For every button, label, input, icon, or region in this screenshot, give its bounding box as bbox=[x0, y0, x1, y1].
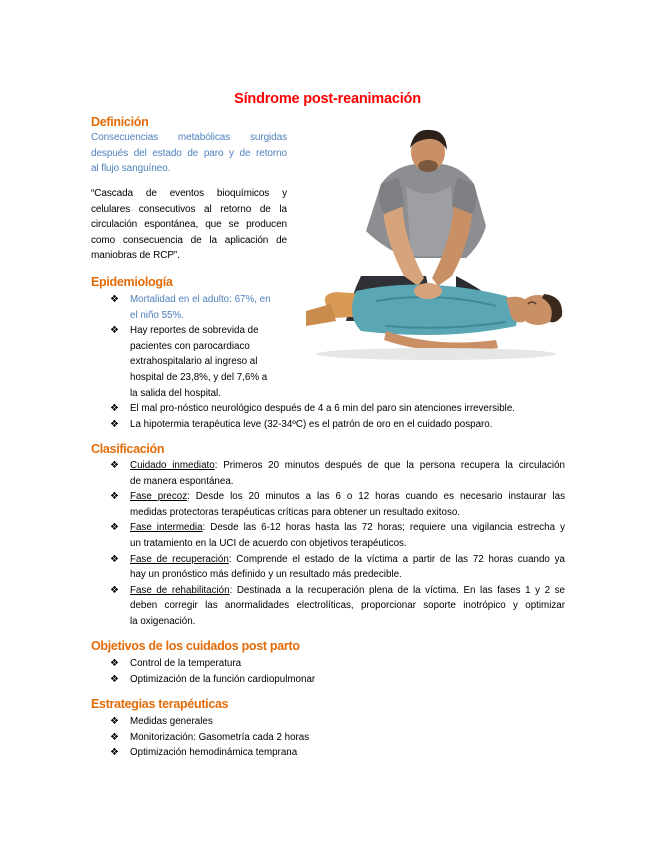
list-item bbox=[110, 489, 565, 520]
item-line: el niño 55%. bbox=[130, 309, 184, 321]
item-line: la oxigenación. bbox=[130, 615, 196, 627]
page-title: Síndrome post-reanimación bbox=[234, 91, 421, 107]
item-line: pacientes con parocardiaco bbox=[130, 340, 250, 352]
item-line: Monitorización: Gasometría cada 2 horas bbox=[130, 731, 310, 743]
bullet-icon: ❖ bbox=[110, 658, 119, 669]
definition-quote bbox=[91, 186, 287, 264]
objetivos-list bbox=[110, 656, 510, 687]
definition-line: después del estado de paro y de retorno bbox=[91, 147, 287, 159]
bullet-icon: ❖ bbox=[110, 325, 119, 337]
item-line: hay un pronóstico más definido y un resultado más predecible. bbox=[130, 569, 402, 581]
term: Fase intermedia bbox=[130, 522, 203, 534]
item-text: : Destinada a la recuperación plena de la víctima. En las fases 1 y 2 se bbox=[229, 584, 565, 596]
item-line: La hipotermia terapéutica leve (32-34ºC) es el patrón de oro en el cuidado posparo. bbox=[130, 418, 493, 430]
item-line: deben corregir las anormalidades electrolíticas, proporcionar soporte inotrópico y optimizar bbox=[130, 600, 565, 612]
list-item bbox=[110, 292, 290, 323]
item-text: : Desde los 20 minutos a las 6 o 12 horas cuando es necesario instaurar las bbox=[187, 491, 565, 503]
heading-clasificacion: Clasificación bbox=[91, 442, 165, 456]
quote-line: como consecuencia de la aplicación de bbox=[91, 234, 287, 246]
item-line: un tratamiento en la UCI de acuerdo con objetivos terapéuticos. bbox=[130, 537, 407, 549]
epidemiologia-list-top bbox=[110, 292, 290, 401]
bullet-icon: ❖ bbox=[110, 747, 119, 759]
term: Fase de recuperación bbox=[130, 553, 229, 565]
item-text: : Desde las 6-12 horas hasta las 72 horas; requiere una vigilancia estrecha y bbox=[202, 522, 565, 534]
item-line: Hay reportes de sobrevida de bbox=[130, 325, 259, 337]
bullet-icon: ❖ bbox=[110, 584, 119, 596]
item-line: medidas protectoras terapéuticas críticas para obtener un resultado exitoso. bbox=[130, 506, 461, 518]
heading-estrategias: Estrategias terapéuticas bbox=[91, 697, 229, 711]
quote-line: celulares consecutivos al retorno de la bbox=[91, 203, 287, 215]
item-line: El mal pro-nóstico neurológico después de 4 a 6 min del paro sin atenciones irreversible. bbox=[130, 403, 516, 414]
definition-text bbox=[91, 130, 287, 177]
item-line: Medidas generales bbox=[130, 716, 213, 727]
bullet-icon: ❖ bbox=[110, 460, 119, 471]
item-line: hospital de 23,8%, y del 7,6% a bbox=[130, 371, 268, 383]
definition-line: Consecuencias metabólicas surgidas bbox=[91, 132, 287, 143]
list-item bbox=[110, 458, 565, 489]
list-item bbox=[110, 745, 510, 761]
bullet-icon: ❖ bbox=[110, 716, 119, 727]
cpr-illustration bbox=[306, 126, 569, 363]
list-item bbox=[110, 730, 510, 746]
heading-objetivos: Objetivos de los cuidados post parto bbox=[91, 639, 300, 653]
bullet-icon: ❖ bbox=[110, 294, 119, 305]
item-text: : Primeros 20 minutos después de que la persona recupera la circulación bbox=[214, 460, 565, 471]
quote-line: “Cascada de eventos bioquímicos y bbox=[91, 188, 287, 199]
list-item bbox=[110, 401, 580, 417]
list-item bbox=[110, 417, 580, 433]
bullet-icon: ❖ bbox=[110, 403, 119, 414]
item-line: extrahospitalario al ingreso al bbox=[130, 356, 258, 368]
term: Fase precoz bbox=[130, 491, 188, 503]
bullet-icon: ❖ bbox=[110, 522, 119, 534]
bullet-icon: ❖ bbox=[110, 673, 119, 685]
heading-definicion: Definición bbox=[91, 115, 149, 129]
definition-line: al flujo sanguíneo. bbox=[91, 163, 171, 175]
bullet-icon: ❖ bbox=[110, 418, 119, 430]
epidemiologia-list-bottom bbox=[110, 401, 580, 432]
quote-line: maniobras de RCP”. bbox=[91, 250, 180, 262]
shadow bbox=[316, 348, 556, 360]
estrategias-list bbox=[110, 714, 510, 761]
term: Cuidado inmediato bbox=[130, 460, 215, 471]
bullet-icon: ❖ bbox=[110, 731, 119, 743]
list-item bbox=[110, 672, 510, 688]
item-line: la salida del hospital. bbox=[130, 387, 221, 399]
item-line: de manera espontánea. bbox=[130, 475, 234, 487]
item-line: Control de la temperatura bbox=[130, 658, 242, 669]
item-line: Optimización de la función cardiopulmonar bbox=[130, 673, 316, 685]
bullet-icon: ❖ bbox=[110, 553, 119, 565]
heading-epidemiologia: Epidemiología bbox=[91, 275, 173, 289]
item-line: Optimización hemodinámica temprana bbox=[130, 747, 298, 759]
list-item bbox=[110, 714, 510, 730]
item-line: Mortalidad en el adulto: 67%, en bbox=[130, 294, 271, 305]
list-item bbox=[110, 583, 565, 630]
term: Fase de rehabilitación bbox=[130, 584, 230, 596]
hands bbox=[414, 283, 442, 299]
item-text: : Comprende el estado de la víctima a partir de las 72 horas cuando ya bbox=[228, 553, 565, 565]
clasificacion-list bbox=[110, 458, 565, 630]
quote-line: circulación espontánea, que se producen bbox=[91, 219, 287, 231]
list-item bbox=[110, 552, 565, 583]
list-item bbox=[110, 656, 510, 672]
list-item bbox=[110, 520, 565, 551]
list-item bbox=[110, 323, 290, 401]
bullet-icon: ❖ bbox=[110, 491, 119, 503]
